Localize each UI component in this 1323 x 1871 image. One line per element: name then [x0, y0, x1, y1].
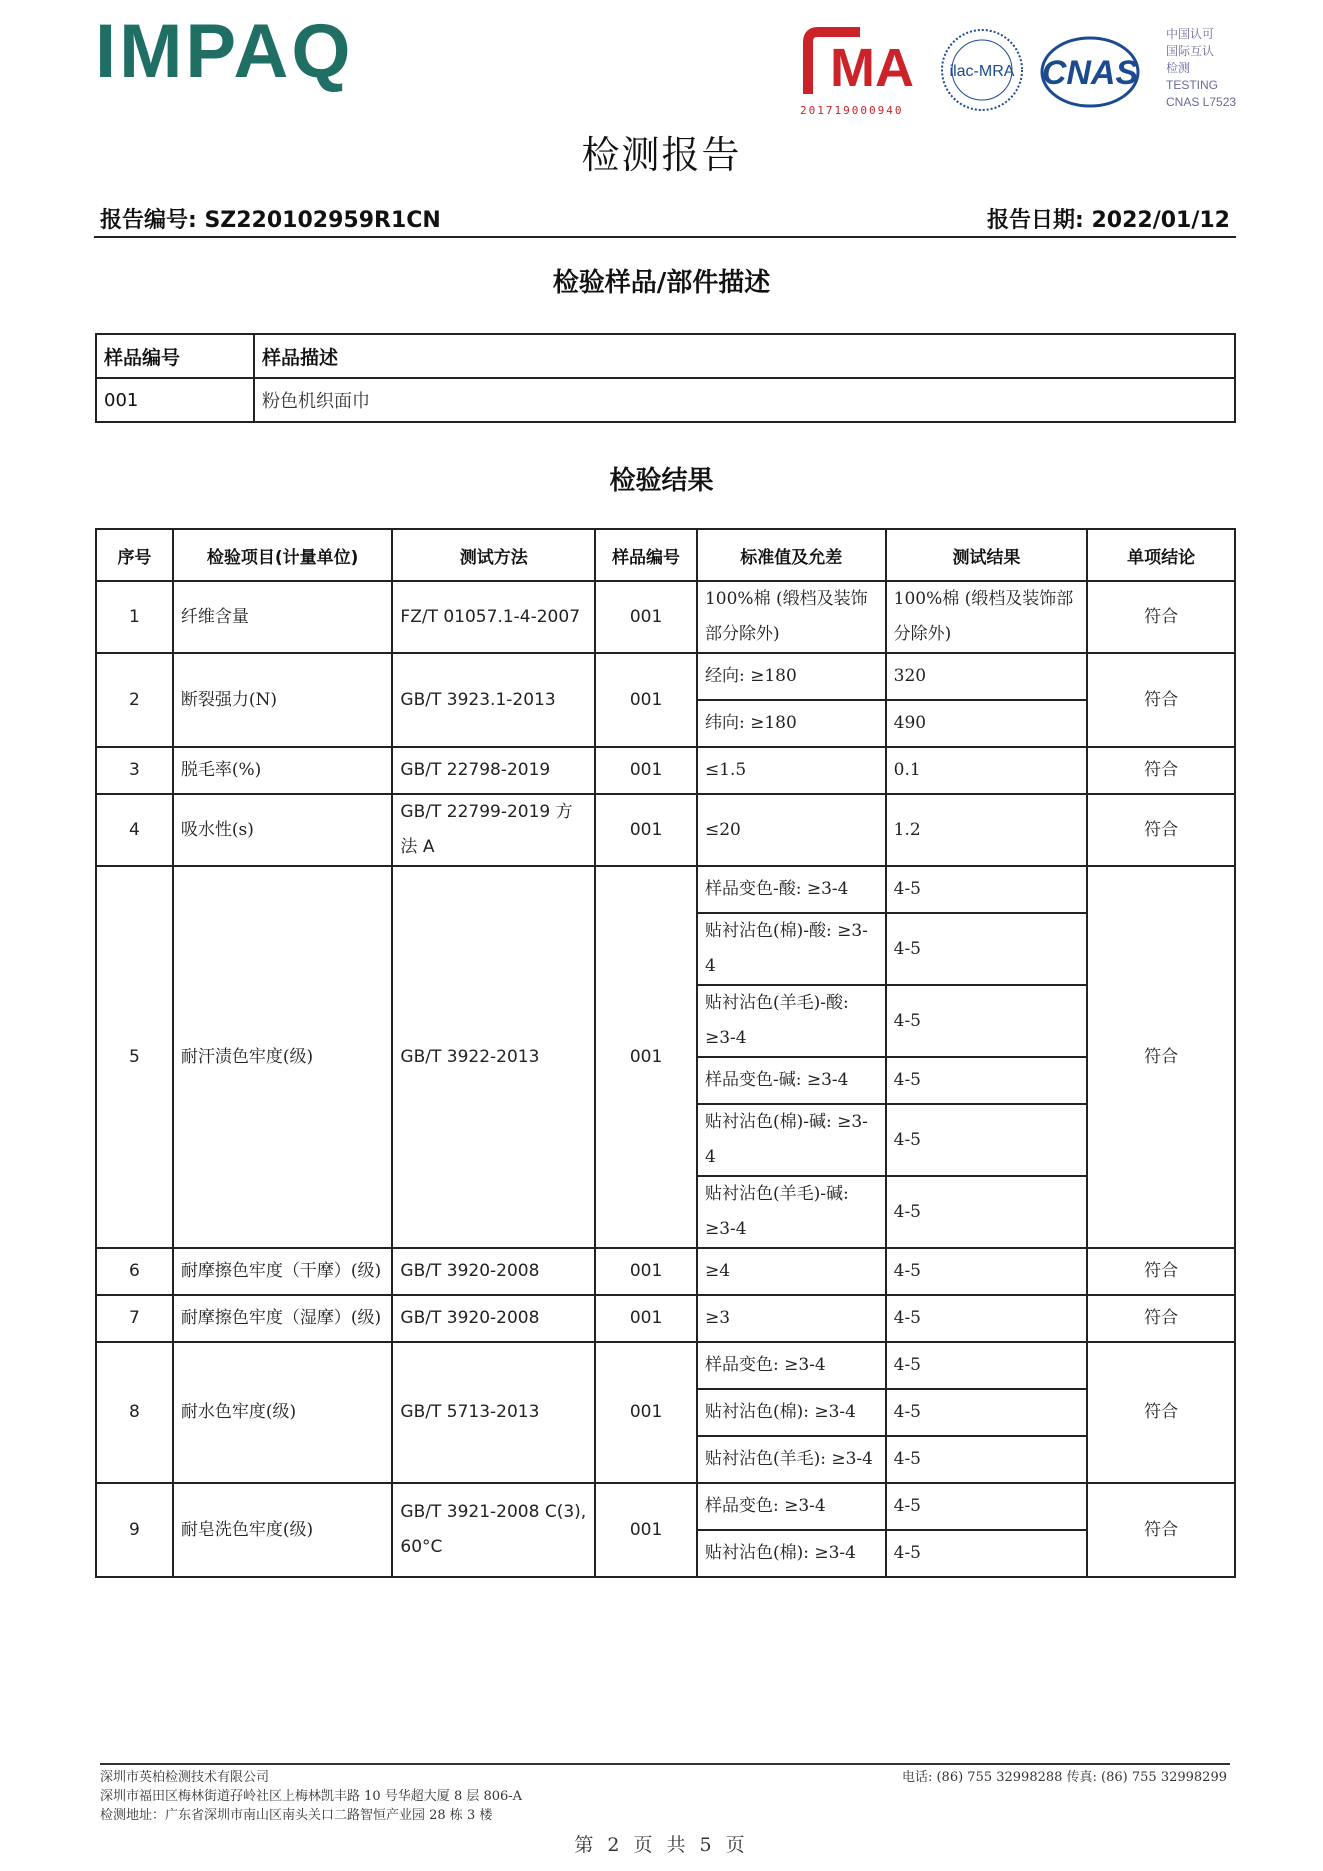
test-item-cell: 脱毛率(%): [173, 747, 393, 794]
page-number: 第 2 页 共 5 页: [574, 1834, 749, 1856]
standard-value-cell: 贴衬沾色(羊毛)-酸: ≥3-4: [697, 985, 886, 1057]
standard-value-cell: 贴衬沾色(棉): ≥3-4: [697, 1389, 886, 1436]
standard-value-cell: 纬向: ≥180: [697, 700, 886, 747]
test-method-cell: GB/T 3920-2008: [392, 1295, 595, 1342]
table-row: [96, 1483, 1235, 1530]
test-result-cell: 1.2: [886, 794, 1088, 866]
table-row: [96, 1295, 1235, 1342]
standard-value-cell: 贴衬沾色(棉)-碱: ≥3-4: [697, 1104, 886, 1176]
item-number-cell: 3: [96, 747, 173, 794]
standard-value-cell: 样品变色-酸: ≥3-4: [697, 866, 886, 913]
test-result-cell: 4-5: [886, 1342, 1088, 1389]
test-result-cell: 4-5: [886, 913, 1088, 985]
sample-table: [95, 333, 1236, 423]
test-method-cell: GB/T 3921-2008 C(3), 60°C: [392, 1483, 595, 1577]
results-section-title: 检验结果: [609, 466, 714, 496]
test-result-cell: 4-5: [886, 1483, 1088, 1530]
header-divider: [94, 236, 1236, 238]
standard-value-cell: 贴衬沾色(棉): ≥3-4: [697, 1530, 886, 1577]
standard-value-cell: 贴衬沾色(羊毛)-碱: ≥3-4: [697, 1176, 886, 1248]
cnas-mark-icon: [1042, 38, 1139, 106]
impaq-logo: [95, 9, 354, 94]
ilac-mra-seal-icon: [942, 30, 1022, 110]
header-cell: 测试结果: [886, 529, 1088, 581]
sample-id-cell: 001: [96, 378, 254, 422]
sample-id-cell: 001: [595, 1295, 697, 1342]
report-title: 检测报告: [581, 133, 742, 177]
cnas-caption-line: CNAS L7523: [1166, 95, 1237, 109]
test-result-cell: 0.1: [886, 747, 1088, 794]
standard-value-cell: 样品变色: ≥3-4: [697, 1342, 886, 1389]
conclusion-cell: 符合: [1087, 1342, 1235, 1483]
conclusion-cell: 符合: [1087, 1483, 1235, 1577]
table-row: [96, 581, 1235, 653]
conclusion-cell: 符合: [1087, 1295, 1235, 1342]
results-table-header: [96, 529, 1235, 581]
sample-table-header: [96, 334, 1235, 378]
table-row: [96, 866, 1235, 913]
test-result-cell: 4-5: [886, 1104, 1088, 1176]
conclusion-cell: 符合: [1087, 747, 1235, 794]
standard-value-cell: ≤20: [697, 794, 886, 866]
cnas-caption-line: 中国认可: [1166, 27, 1215, 41]
footer-contact: 电话: (86) 755 32998288 传真: (86) 755 32998299: [901, 1770, 1227, 1785]
test-result-cell: 490: [886, 700, 1088, 747]
item-number-cell: 7: [96, 1295, 173, 1342]
item-number-cell: 4: [96, 794, 173, 866]
accreditation-marks: [800, 22, 1240, 122]
footer-lab-address: 检测地址：广东省深圳市南山区南头关口二路智恒产业园 28 栋 3 楼: [100, 1808, 493, 1823]
test-method-cell: GB/T 3920-2008: [392, 1248, 595, 1295]
test-item-cell: 吸水性(s): [173, 794, 393, 866]
item-number-cell: 1: [96, 581, 173, 653]
cnas-caption: [1166, 26, 1236, 111]
table-row: [96, 1342, 1235, 1389]
sample-id-cell: 001: [595, 866, 697, 1248]
results-table-body: [96, 581, 1235, 1577]
item-number-cell: 5: [96, 866, 173, 1248]
header-cell: 样品描述: [254, 334, 1235, 378]
cnas-caption-line: TESTING: [1166, 78, 1219, 92]
test-result-cell: 4-5: [886, 1436, 1088, 1483]
header-cell: 样品编号: [595, 529, 697, 581]
conclusion-cell: 符合: [1087, 866, 1235, 1248]
standard-value-cell: 样品变色-碱: ≥3-4: [697, 1057, 886, 1104]
sample-description-cell: 粉色机织面巾: [254, 378, 1235, 422]
footer-office-address: 深圳市福田区梅林街道孖岭社区上梅林凯丰路 10 号华超大厦 8 层 806-A: [100, 1789, 523, 1804]
results-table: [95, 528, 1236, 1578]
footer-divider: [100, 1763, 1230, 1765]
test-result-cell: 4-5: [886, 1530, 1088, 1577]
test-item-cell: 耐摩擦色牢度（干摩）(级): [173, 1248, 393, 1295]
item-number-cell: 6: [96, 1248, 173, 1295]
header-cell: 样品编号: [96, 334, 254, 378]
test-method-cell: GB/T 22799-2019 方法 A: [392, 794, 595, 866]
conclusion-cell: 符合: [1087, 581, 1235, 653]
cnas-caption-line: 检测: [1166, 61, 1191, 75]
conclusion-cell: 符合: [1087, 1248, 1235, 1295]
sample-id-cell: 001: [595, 581, 697, 653]
table-row: [96, 747, 1235, 794]
header-cell: 测试方法: [392, 529, 595, 581]
test-method-cell: GB/T 22798-2019: [392, 747, 595, 794]
sample-id-cell: 001: [595, 653, 697, 747]
sample-id-cell: 001: [595, 794, 697, 866]
test-result-cell: 4-5: [886, 1176, 1088, 1248]
test-item-cell: 断裂强力(N): [173, 653, 393, 747]
footer-address: [100, 1768, 522, 1825]
test-result-cell: 4-5: [886, 1295, 1088, 1342]
sample-id-cell: 001: [595, 747, 697, 794]
footer-company: 深圳市英柏检测技术有限公司: [100, 1770, 270, 1785]
standard-value-cell: ≤1.5: [697, 747, 886, 794]
standard-value-cell: ≥4: [697, 1248, 886, 1295]
table-row: [96, 1248, 1235, 1295]
test-result-cell: 4-5: [886, 1057, 1088, 1104]
standard-value-cell: 贴衬沾色(羊毛): ≥3-4: [697, 1436, 886, 1483]
test-method-cell: GB/T 3922-2013: [392, 866, 595, 1248]
sample-section-title: 检验样品/部件描述: [552, 268, 771, 298]
test-method-cell: GB/T 5713-2013: [392, 1342, 595, 1483]
test-method-cell: FZ/T 01057.1-4-2007: [392, 581, 595, 653]
test-result-cell: 4-5: [886, 866, 1088, 913]
table-row: [96, 378, 1235, 422]
test-item-cell: 耐摩擦色牢度（湿摩）(级): [173, 1295, 393, 1342]
test-item-cell: 耐皂洗色牢度(级): [173, 1483, 393, 1577]
report-meta: [100, 203, 1230, 233]
test-result-cell: 4-5: [886, 1389, 1088, 1436]
cnas-caption-line: 国际互认: [1166, 44, 1215, 58]
sample-id-cell: 001: [595, 1342, 697, 1483]
test-result-cell: 320: [886, 653, 1088, 700]
header-cell: 检验项目(计量单位): [173, 529, 393, 581]
test-method-cell: GB/T 3923.1-2013: [392, 653, 595, 747]
standard-value-cell: ≥3: [697, 1295, 886, 1342]
test-item-cell: 耐水色牢度(级): [173, 1342, 393, 1483]
standard-value-cell: 样品变色: ≥3-4: [697, 1483, 886, 1530]
header-cell: 单项结论: [1087, 529, 1235, 581]
table-row: [96, 653, 1235, 700]
brand-name: IMPAQ: [95, 9, 354, 94]
conclusion-cell: 符合: [1087, 653, 1235, 747]
svg-text:MA: MA: [830, 38, 914, 98]
item-number-cell: 2: [96, 653, 173, 747]
standard-value-cell: 100%棉 (缎档及装饰部分除外): [697, 581, 886, 653]
test-item-cell: 纤维含量: [173, 581, 393, 653]
item-number-cell: 8: [96, 1342, 173, 1483]
standard-value-cell: 贴衬沾色(棉)-酸: ≥3-4: [697, 913, 886, 985]
standard-value-cell: 经向: ≥180: [697, 653, 886, 700]
header-cell: 标准值及允差: [697, 529, 886, 581]
sample-id-cell: 001: [595, 1248, 697, 1295]
test-result-cell: 4-5: [886, 1248, 1088, 1295]
report-date: 报告日期: 2022/01/12: [987, 208, 1230, 233]
test-result-cell: 100%棉 (缎档及装饰部分除外): [886, 581, 1088, 653]
sample-id-cell: 001: [595, 1483, 697, 1577]
svg-text:CNAS: CNAS: [1041, 54, 1139, 92]
report-number: 报告编号: SZ220102959R1CN: [100, 208, 441, 233]
table-row: [96, 794, 1235, 866]
cma-mark-icon: [800, 32, 914, 117]
header-cell: 序号: [96, 529, 173, 581]
svg-text:ilac-MRA: ilac-MRA: [949, 63, 1015, 80]
conclusion-cell: 符合: [1087, 794, 1235, 866]
svg-text:201719000940: 201719000940: [800, 104, 904, 117]
test-item-cell: 耐汗渍色牢度(级): [173, 866, 393, 1248]
test-result-cell: 4-5: [886, 985, 1088, 1057]
item-number-cell: 9: [96, 1483, 173, 1577]
